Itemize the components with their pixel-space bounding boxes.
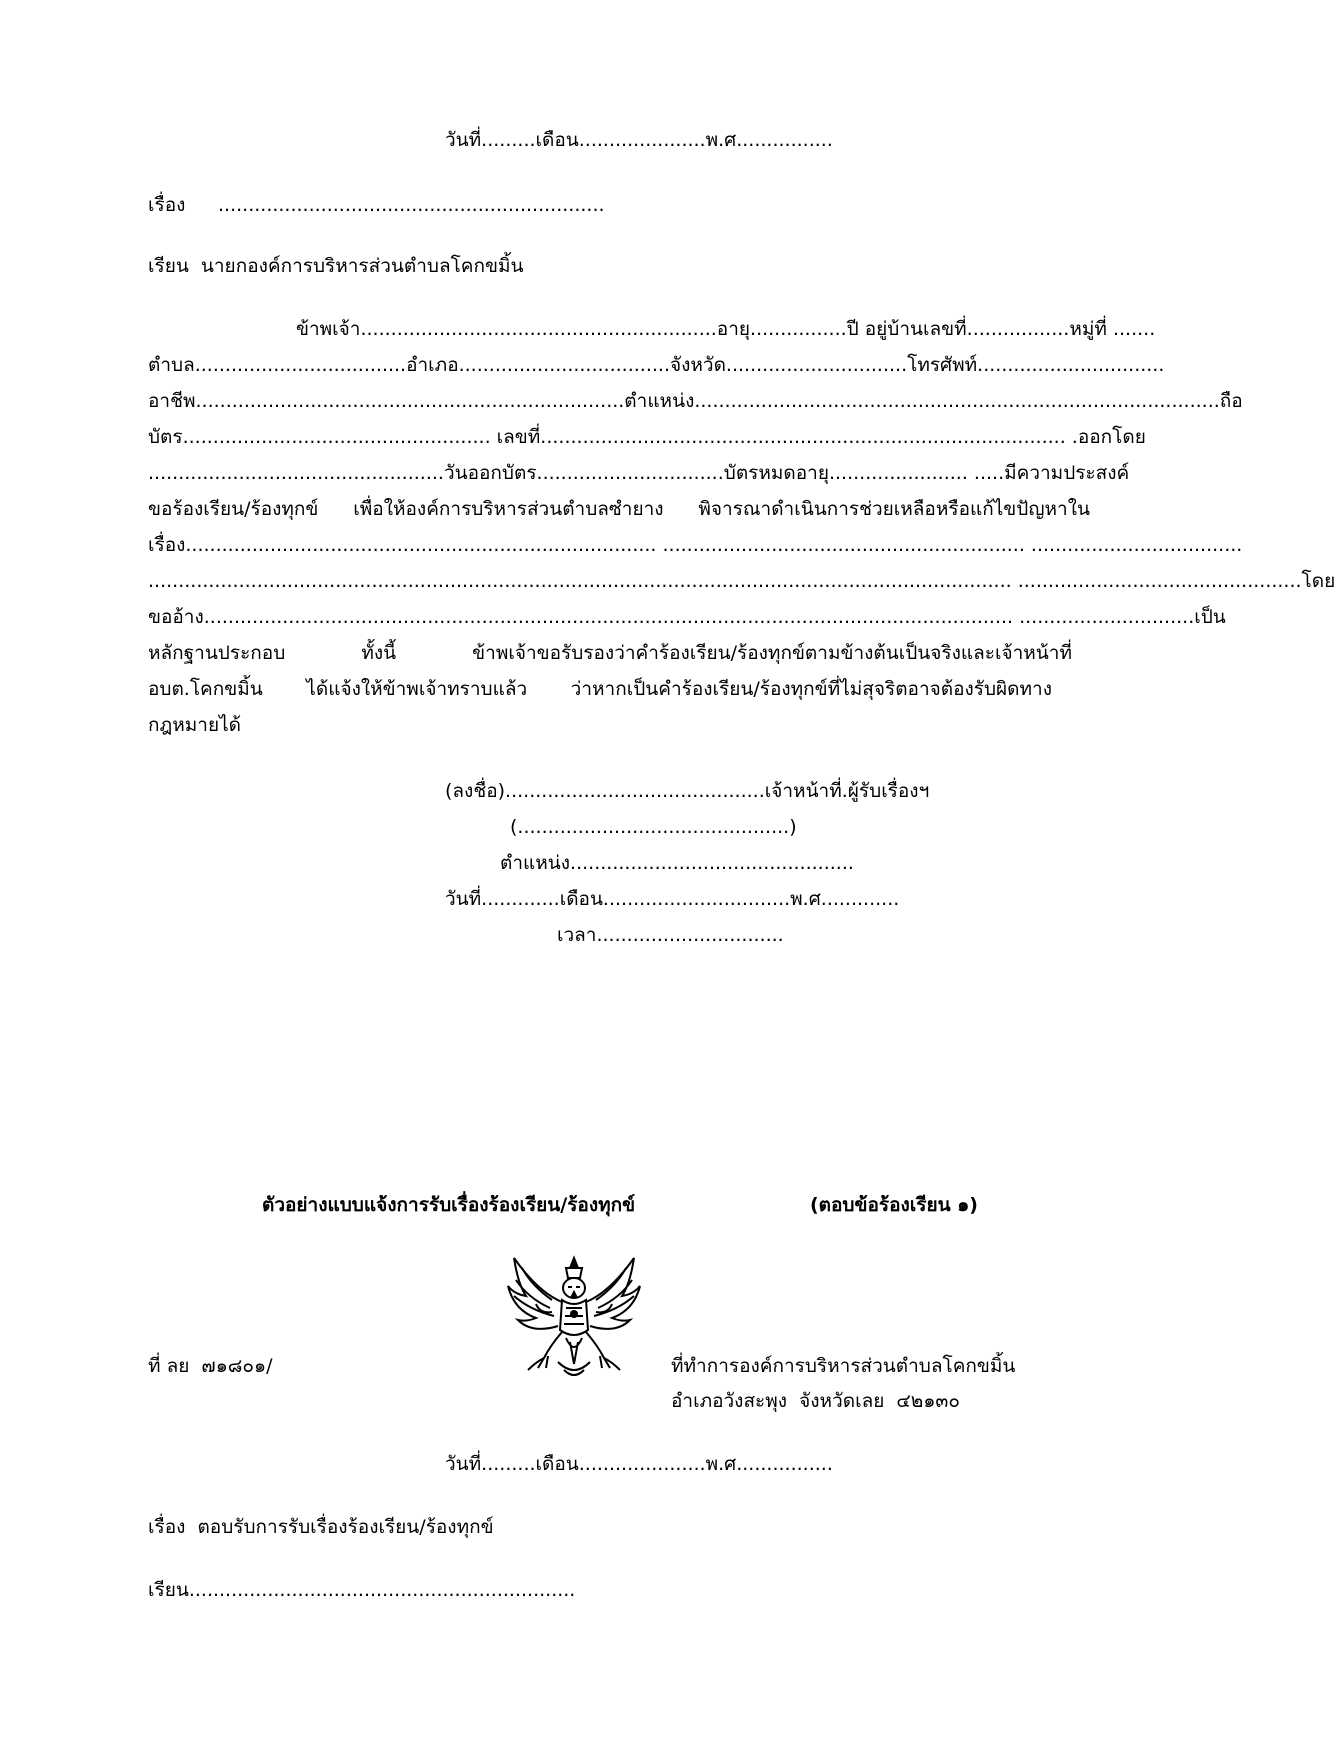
form2-reply-tag: (ตอบข้อร้องเรียน ๑) [810, 1194, 978, 1216]
form2-to-line: เรียน................................................................ [148, 1579, 576, 1601]
garuda-emblem-icon [492, 1252, 656, 1384]
form1-sign-date-line: วันที่.............เดือน...............................พ.ศ............. [445, 888, 900, 910]
form1-body-line-3: อาชีพ.......................................................................ตำแหน่ง.......................................................................................ถือ [148, 390, 1243, 412]
form1-date-line: วันที่.........เดือน.....................พ.ศ................ [445, 129, 833, 151]
form1-body-line-6: ขอร้องเรียน/ร้องทุกข์ เพื่อให้องค์การบริหารส่วนตำบลซำยาง พิจารณาดำเนินการช่วยเหลือหรือแก้ไขปัญหาใน [148, 498, 1090, 520]
form2-title: ตัวอย่างแบบแจ้งการรับเรื่องร้องเรียน/ร้องทุกข์ [262, 1194, 636, 1216]
form1-body-line-5: .................................................วันออกบัตร...............................บัตรหมดอายุ....................... .....มีความประสงค์ [148, 462, 1130, 484]
form1-body-line-8: ............................................................................................................................................... ...............................................โดย [148, 570, 1335, 592]
form2-subject-line: เรื่อง ตอบรับการรับเรื่องร้องเรียน/ร้องทุกข์ [148, 1516, 494, 1538]
form1-position-line: ตำแหน่ง............................................... [500, 852, 854, 874]
form1-sign-line: (ลงชื่อ)...........................................เจ้าหน้าที่.ผู้รับเรื่องฯ [445, 780, 930, 802]
form1-body-line-4: บัตร................................................... เลขที่....................................................................................... .ออกโดย [148, 426, 1146, 448]
form1-body-line-1: ข้าพเจ้า...........................................................อายุ................ปี อยู่บ้านเลขที่.................หมู่ที่ ....... [296, 318, 1156, 340]
form1-to-line: เรียน นายกองค์การบริหารส่วนตำบลโคกขมิ้น [148, 255, 524, 277]
form2-office-line-1: ที่ทำการองค์การบริหารส่วนตำบลโคกขมิ้น [671, 1355, 1016, 1377]
form2-date-line: วันที่.........เดือน.....................พ.ศ................ [445, 1453, 833, 1475]
form1-name-paren: (.............................................) [510, 816, 797, 838]
form1-subject-label: เรื่อง [148, 194, 186, 216]
form2-office-line-2: อำเภอวังสะพุง จังหวัดเลย ๔๒๑๓๐ [671, 1390, 960, 1412]
form1-body-line-10: หลักฐานประกอบ ทั้งนี้ ข้าพเจ้าขอรับรองว่าคำร้องเรียน/ร้องทุกข์ตามข้างต้นเป็นจริงและเจ้าหน้าที่ [148, 642, 1072, 664]
form2-ref-no: ที่ ลย ๗๑๘๐๑/ [148, 1355, 273, 1377]
form1-body-line-12: กฎหมายได้ [148, 714, 242, 736]
form1-time-line: เวลา............................... [557, 924, 784, 946]
form1-body-line-2: ตำบล...................................อำเภอ...................................จังหวัด..............................โทรศัพท์............................... [148, 354, 1165, 376]
form1-body-line-11: อบต.โคกขมิ้น ได้แจ้งให้ข้าพเจ้าทราบแล้ว ว่าหากเป็นคำร้องเรียน/ร้องทุกข์ที่ไม่สุจริตอาจต้องรับผิดทาง [148, 678, 1052, 700]
form1-body-line-7: เรื่อง.............................................................................. ............................................................ ................................... [148, 534, 1243, 556]
form1-body-line-9: ขออ้าง...................................................................................................................................... .............................เป็น [148, 606, 1226, 628]
form1-subject-dots: ................................................................ [218, 194, 605, 216]
